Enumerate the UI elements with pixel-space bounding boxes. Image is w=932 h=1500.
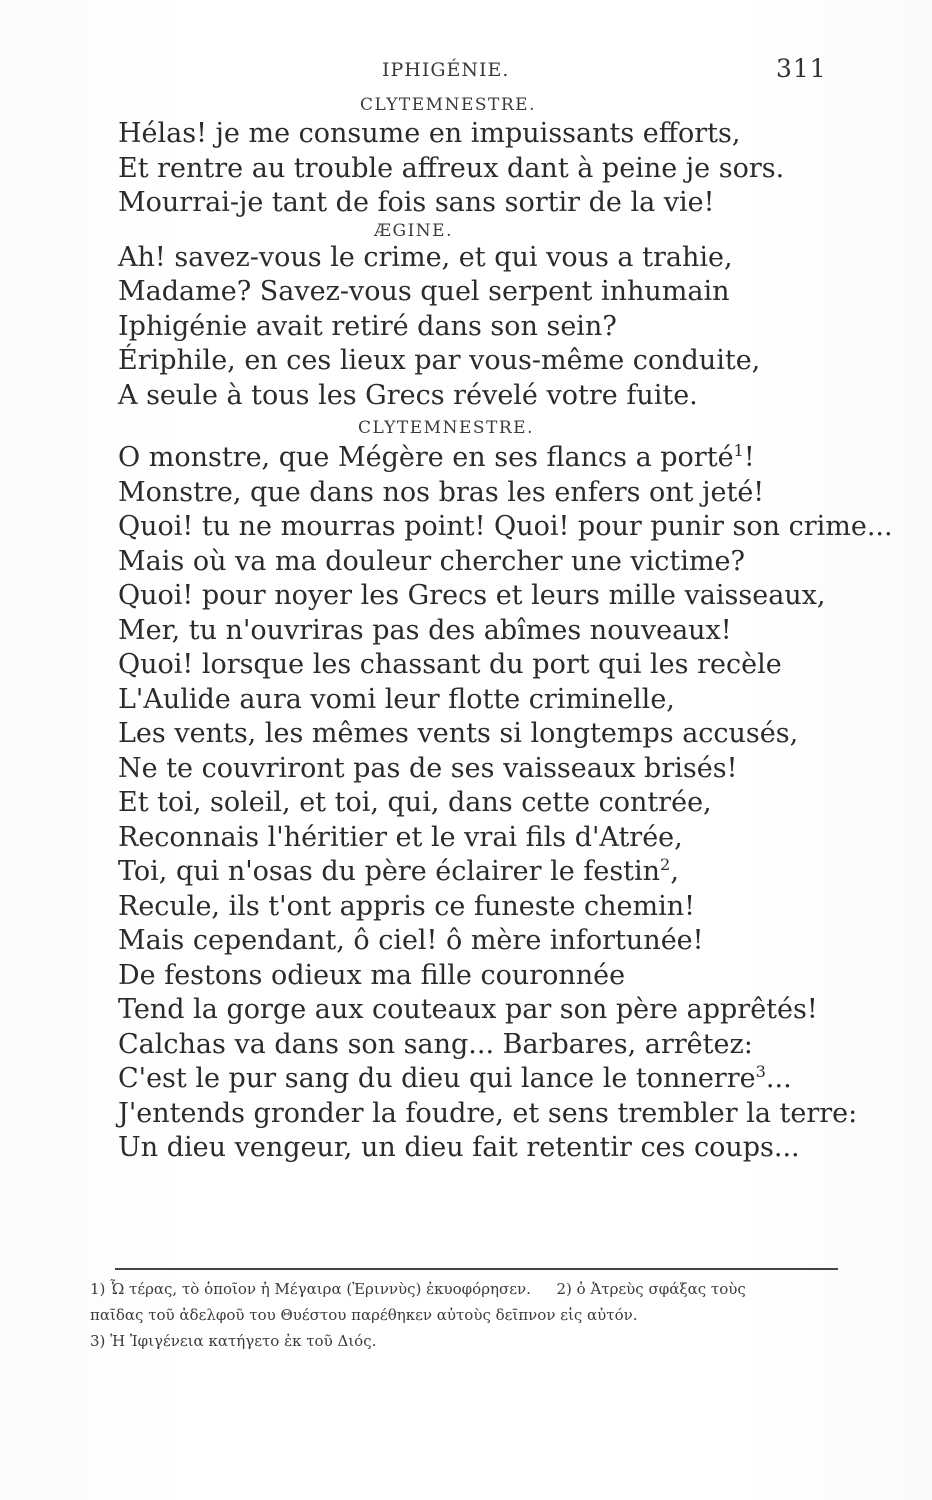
footnote-marker: 2) (556, 1280, 572, 1298)
footnote-line (90, 1302, 850, 1328)
verse-line: Reconnais l'héritier et le vrai fils d'Atrée, (118, 821, 683, 853)
verse-line: Mer, tu n'ouvriras pas des abîmes nouveaux! (118, 614, 732, 646)
speaker-name: ÆGINE. (374, 220, 454, 241)
verse-line: Un dieu vengeur, un dieu fait retentir ces coups... (118, 1132, 800, 1163)
verse-line: J'entends gronder la foudre, et sens trembler la terre: (118, 1097, 858, 1129)
verse-line: Et toi, soleil, et toi, qui, dans cette contrée, (118, 787, 712, 818)
verse-line (118, 1062, 818, 1097)
footnote-text: παῖδας τοῦ ἀδελφοῦ του Θυέστου παρέθηκεν αὐτοὺς δεῖπνον εἰς αὐτόν. (90, 1306, 638, 1324)
footnote-marker: 3) (90, 1332, 106, 1350)
verse-line: A seule à tous les Grecs révelé votre fuite. (118, 379, 698, 411)
footnote-text: Ἡ Ἰφιγένεια κατήγετο ἐκ τοῦ Διός. (110, 1332, 377, 1350)
footnotes (90, 1276, 850, 1354)
speaker-name: CLYTEMNESTRE. (360, 95, 536, 115)
verse-line (118, 441, 818, 476)
verse-line: L'Aulide aura vomi leur flotte criminelle, (118, 683, 675, 715)
verse-line: Recule, ils t'ont appris ce funeste chemin! (118, 890, 695, 922)
running-head (0, 50, 932, 90)
verse-line: Madame? Savez-vous quel serpent inhumain (118, 276, 730, 307)
footnote-ref: 2 (660, 855, 671, 874)
footnote-line (90, 1276, 850, 1302)
page-number: 311 (776, 54, 827, 83)
verse-line: Mais où va ma douleur chercher une victime? (118, 545, 745, 577)
verse-punctuation: ... (765, 1063, 792, 1094)
verse-line: Iphigénie avait retiré dans son sein? (118, 310, 617, 342)
verse-line: Ne te couvriront pas de ses vaisseaux brisés! (118, 752, 738, 784)
verse-line: Et rentre au trouble affreux dant à peine je sors. (118, 152, 785, 184)
verse-text-segment: C'est le pur sang du dieu qui lance le tonnerre (118, 1063, 756, 1094)
verse-line: De festons odieux ma fille couronnée (118, 959, 626, 991)
verse-text-segment: Toi, qui n'osas du père éclairer le festin (118, 856, 661, 887)
verse-line: Quoi! tu ne mourras point! Quoi! pour punir son crime... (118, 511, 893, 542)
verse-punctuation: ! (743, 442, 755, 473)
verse-line: Mourrai-je tant de fois sans sortir de la vie! (118, 187, 715, 218)
verse-line: Ériphile, en ces lieux par vous-même conduite, (118, 345, 761, 376)
verse-line: Quoi! lorsque les chassant du port qui les recèle (118, 649, 782, 680)
speaker-name: CLYTEMNESTRE. (358, 418, 534, 438)
footnote-text: Ὦ τέρας, τὸ ὁποῖον ἡ Μέγαιρα (Ἐριννὺς) ἐκυοφόρησεν. (110, 1280, 531, 1298)
verse-line: Ah! savez-vous le crime, et qui vous a trahie, (118, 241, 733, 273)
verse-text-segment: O monstre, que Mégère en ses flancs a porté (118, 442, 734, 473)
footnote-divider (115, 1268, 838, 1270)
verse-line: Quoi! pour noyer les Grecs et leurs mille vaisseaux, (118, 580, 826, 611)
running-title: IPHIGÉNIE. (382, 59, 510, 81)
verse-punctuation: , (670, 856, 679, 887)
footnote-line (90, 1328, 850, 1354)
verse-line (118, 855, 818, 890)
verse-line: Hélas! je me consume en impuissants efforts, (118, 118, 741, 149)
verse-line: Mais cependant, ô ciel! ô mère infortunée! (118, 925, 704, 956)
verse-line: Tend la gorge aux couteaux par son père apprêtés! (118, 994, 818, 1025)
verse-line: Calchas va dans son sang... Barbares, arrêtez: (118, 1028, 753, 1060)
footnote-ref: 1 (733, 441, 744, 460)
footnote-ref: 3 (755, 1062, 766, 1081)
verse-line: Monstre, que dans nos bras les enfers ont jeté! (118, 476, 765, 508)
footnote-marker: 1) (90, 1280, 106, 1298)
verse-line: Les vents, les mêmes vents si longtemps accusés, (118, 718, 799, 749)
footnote-text: ὁ Ἀτρεὺς σφάξας τοὺς (576, 1280, 746, 1298)
verse-text (118, 93, 893, 1166)
